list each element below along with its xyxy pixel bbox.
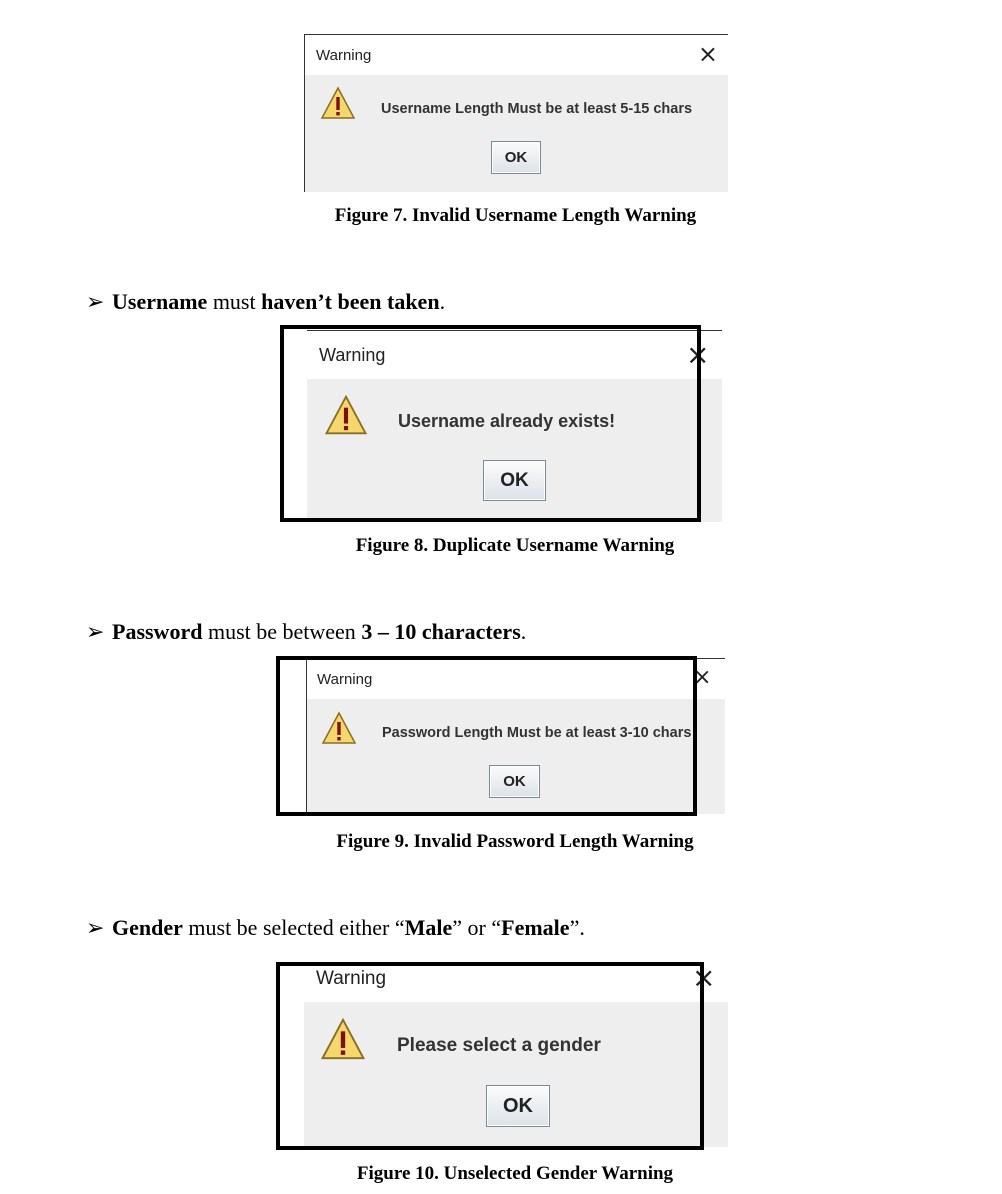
warning-triangle-icon: [320, 86, 356, 120]
figure-caption: Figure 10. Unselected Gender Warning: [356, 1163, 674, 1184]
dialog-message: Please select a gender: [397, 1035, 601, 1056]
dialog-titlebar: [305, 35, 728, 75]
dialog-body: [305, 75, 728, 192]
ok-button[interactable]: OK: [486, 1085, 550, 1127]
dialog-title: Warning: [317, 671, 373, 688]
warning-dialog-gender: [304, 962, 728, 1147]
dialog-title: Warning: [316, 47, 372, 64]
dialog-title: Warning: [316, 968, 387, 989]
warning-triangle-icon: [320, 1017, 366, 1061]
figure-caption: Figure 8. Duplicate Username Warning: [355, 535, 675, 556]
bullet-arrow-icon: ➢: [86, 619, 105, 644]
figure-caption: Figure 7. Invalid Username Length Warning: [334, 205, 697, 226]
bullet-arrow-icon: ➢: [86, 915, 105, 940]
warning-dialog-username-exists: [307, 330, 722, 522]
dialog-message: Username Length Must be at least 5-15 chars: [381, 101, 693, 117]
dialog-body: [304, 1002, 728, 1147]
bullet-arrow-icon: ➢: [86, 289, 105, 314]
ok-button[interactable]: OK: [491, 141, 541, 174]
ok-button[interactable]: OK: [489, 765, 540, 798]
ok-button[interactable]: OK: [483, 460, 546, 501]
warning-triangle-icon: [324, 394, 368, 436]
dialog-titlebar: [307, 659, 725, 699]
bullet-username: ➢ Username must haven’t been taken.: [86, 289, 446, 314]
warning-triangle-icon: [321, 711, 357, 745]
warning-dialog-password-length: [306, 658, 725, 814]
close-icon[interactable]: ×: [686, 338, 710, 371]
warning-dialog-username-length: [304, 34, 728, 192]
dialog-body: [307, 699, 725, 814]
close-icon[interactable]: ×: [697, 40, 718, 68]
bullet-password: ➢ Password must be between 3 – 10 characters.: [86, 619, 527, 644]
dialog-body: [307, 379, 722, 522]
close-icon[interactable]: ×: [693, 665, 712, 690]
dialog-message: Username already exists!: [398, 411, 616, 431]
dialog-titlebar: [304, 962, 728, 1002]
dialog-titlebar: [307, 331, 722, 379]
close-icon[interactable]: ×: [692, 961, 716, 994]
figure-caption: Figure 9. Invalid Password Length Warning: [336, 831, 694, 852]
dialog-message: Password Length Must be at least 3-10 chars: [382, 725, 692, 741]
bullet-gender: ➢ Gender must be selected either “Male” or “Female”.: [86, 915, 585, 940]
dialog-title: Warning: [319, 345, 386, 365]
